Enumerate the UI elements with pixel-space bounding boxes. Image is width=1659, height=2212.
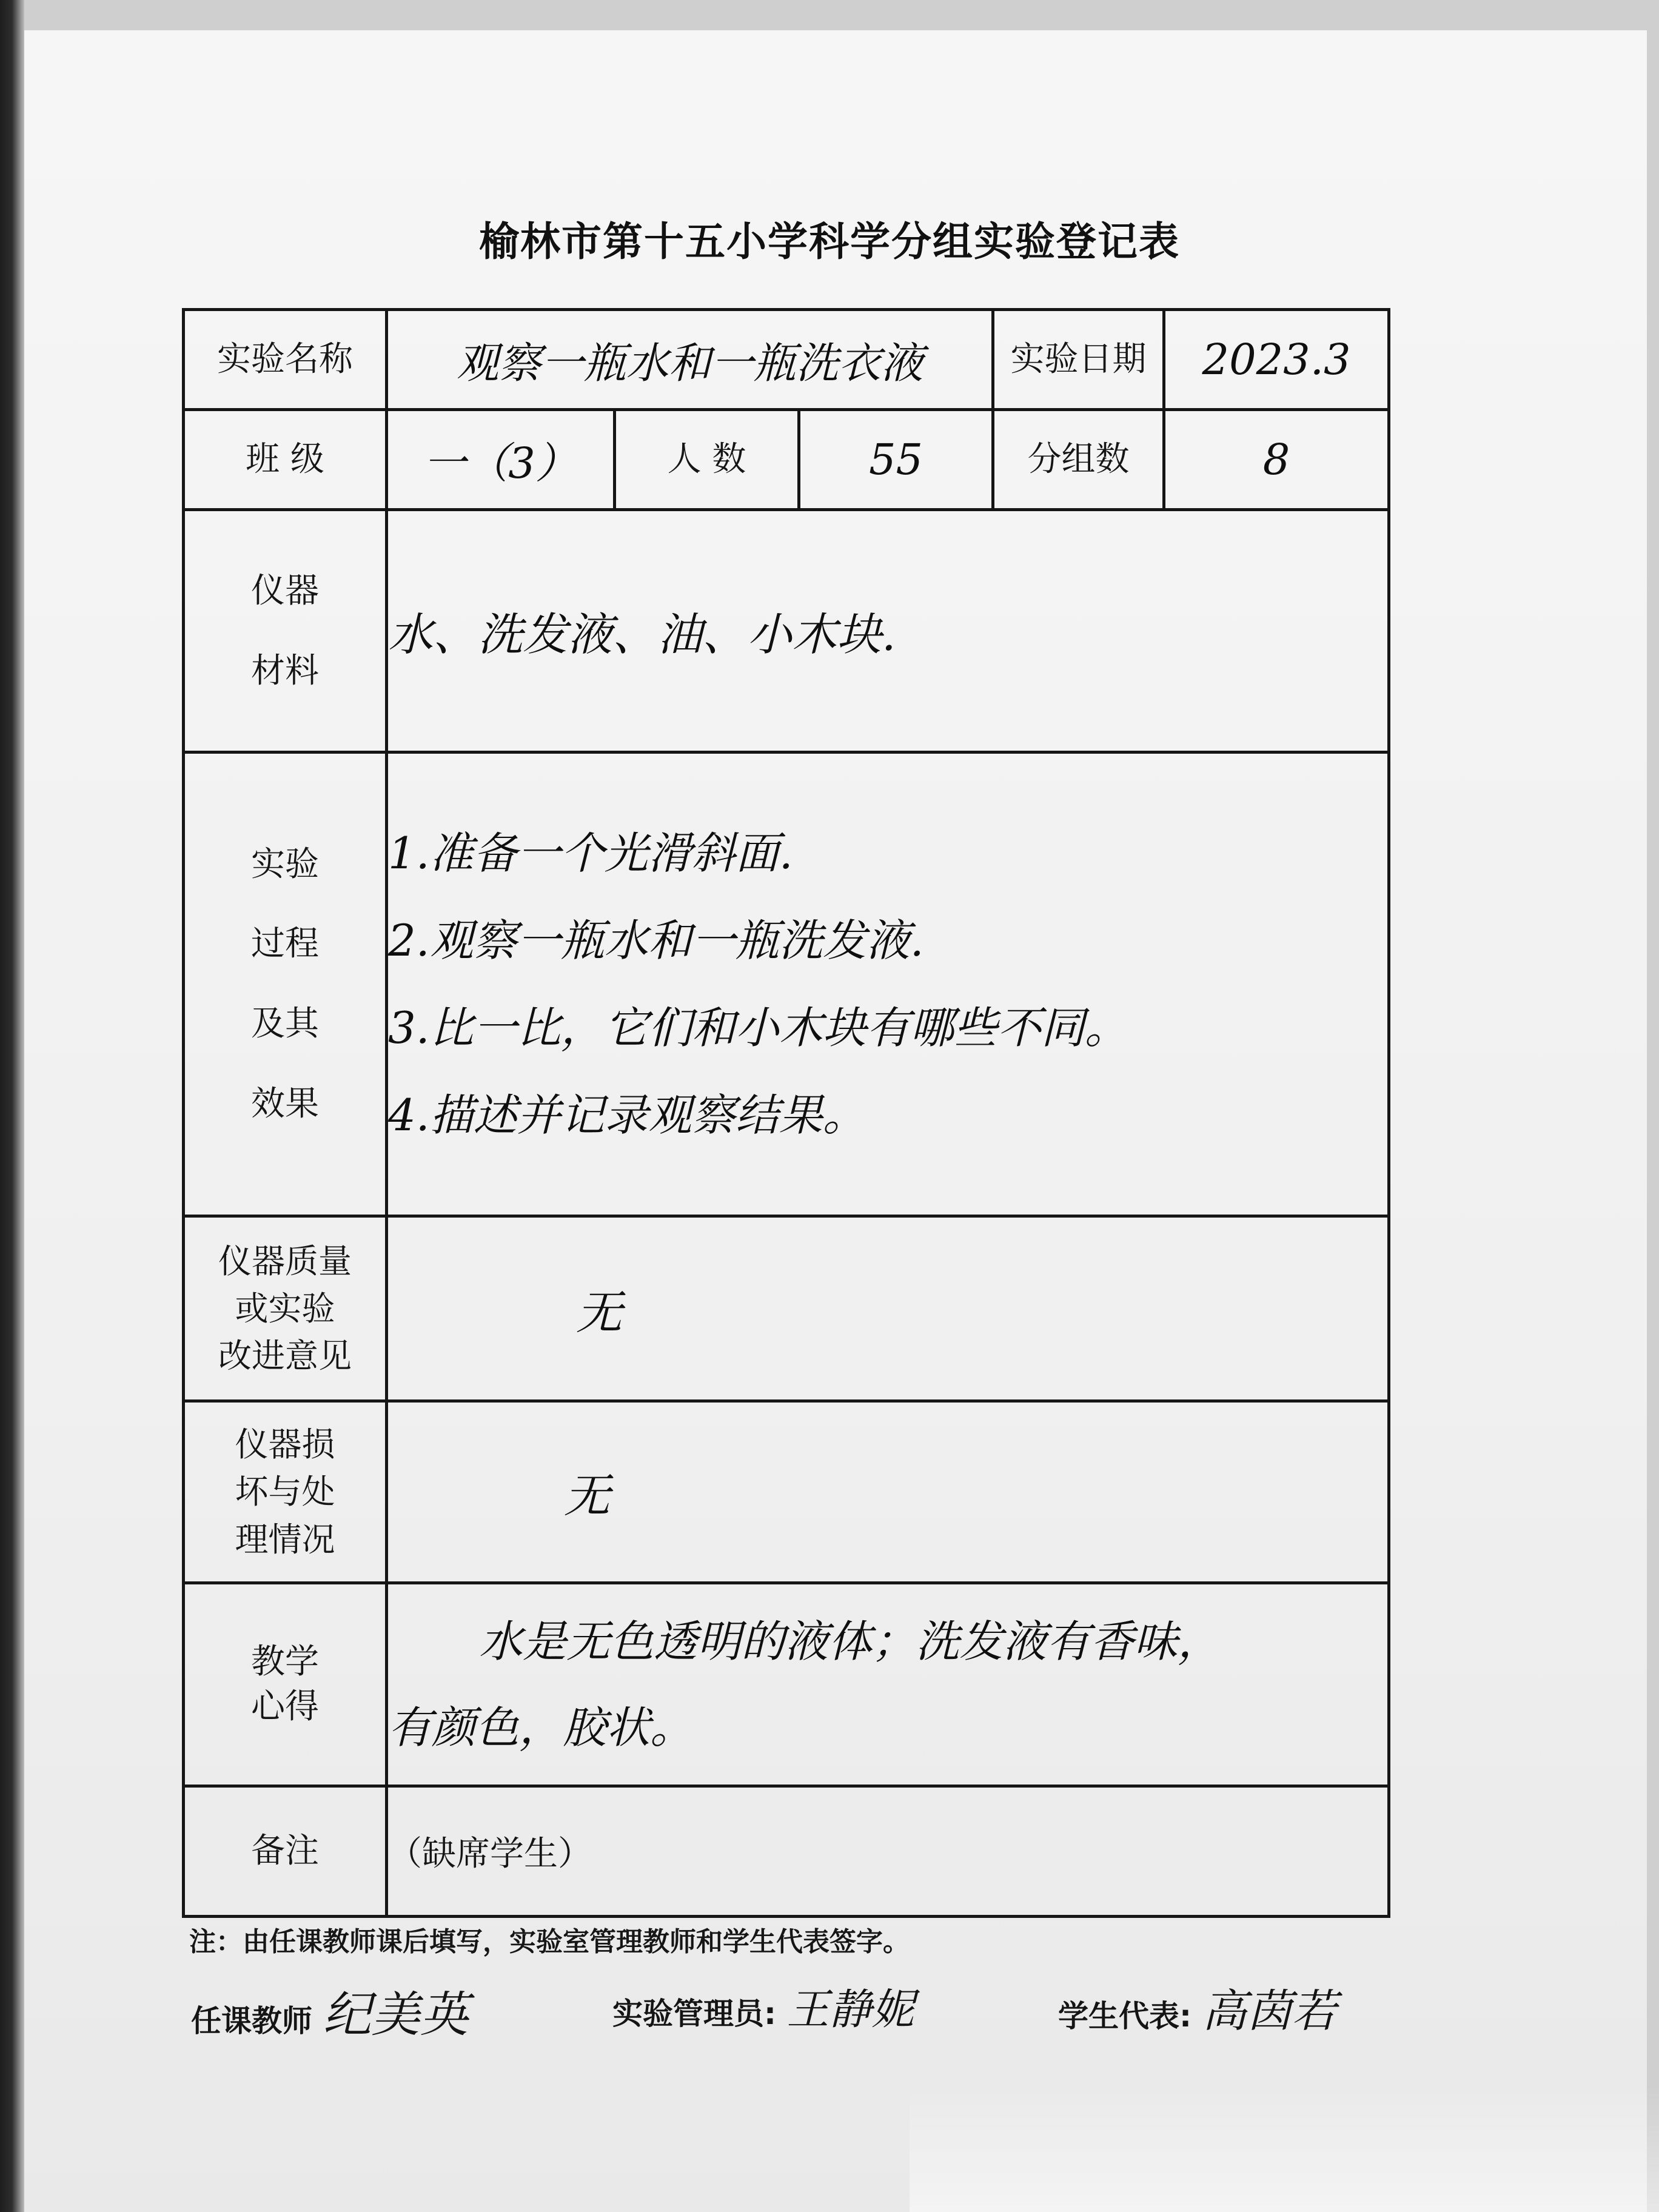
step-item: 2.观察一瓶水和一瓶洗发液. [388,915,924,966]
value-people-count: 55 [799,410,993,510]
label-line: 过程 [251,924,319,964]
experiment-record-table [182,308,1390,1918]
label-line: 实验 [251,844,319,884]
label-materials [184,510,387,752]
row-process [184,752,1389,1216]
label-people-count: 人 数 [615,410,799,510]
label-line: 心得 [251,1687,319,1726]
label-class: 班 级 [184,410,387,510]
value-class: 一（3） [387,410,615,510]
label-experiment-name: 实验名称 [184,310,387,410]
teacher-label: 任课教师 [191,2003,312,2039]
step-item: 4.描述并记录观察结果。 [388,1090,866,1141]
row-materials [184,510,1389,752]
student-signature: 高茵若 [1202,1985,1337,2037]
value-experiment-date: 2023.3 [1164,310,1389,410]
paper-shadow-edge [0,0,24,2212]
label-line: 或实验 [235,1289,335,1328]
paper-glare [910,2086,1659,2212]
label-process [184,752,387,1216]
row-class-info [184,410,1389,510]
value-damage: 无 [387,1401,1389,1583]
label-line: 效果 [251,1084,319,1124]
teacher-signature-block [191,1976,468,2045]
value-group-count: 8 [1164,410,1389,510]
document-title: 榆林市第十五小学科学分组实验登记表 [479,218,1180,265]
step-item: 3.比一比，它们和小木块有哪些不同。 [388,1002,1128,1053]
label-line: 仪器损 [235,1425,335,1464]
footer-note: 注：由任课教师课后填写，实验室管理教师和学生代表签字。 [189,1926,910,1957]
label-line: 理情况 [235,1520,335,1559]
label-experiment-date: 实验日期 [993,310,1164,410]
value-experiment-name: 观察一瓶水和一瓶洗衣液 [387,310,993,410]
value-remark: （缺席学生） [387,1786,1389,1917]
row-reflection [184,1583,1389,1786]
step-item: 1.准备一个光滑斜面. [388,828,793,879]
label-reflection [184,1583,387,1786]
label-line: 及其 [251,1004,319,1044]
row-quality [184,1216,1389,1401]
label-line: 仪器 [251,571,319,611]
label-line: 教学 [251,1642,319,1682]
value-reflection [387,1583,1389,1786]
student-signature-block [1058,1976,1336,2040]
label-remark: 备注 [184,1786,387,1917]
value-process-steps [387,752,1389,1216]
label-line: 改进意见 [218,1336,352,1376]
label-line: 材料 [251,651,319,691]
teacher-signature: 纪美英 [323,1986,469,2043]
label-quality [184,1216,387,1401]
row-remark [184,1786,1389,1917]
label-line: 仪器质量 [218,1241,352,1281]
row-experiment-name [184,310,1389,410]
student-label: 学生代表: [1058,1999,1191,2034]
value-materials: 水、洗发液、油、小木块. [387,510,1389,752]
reflection-line: 水是无色透明的液体；洗发液有香味， [479,1616,1222,1667]
admin-signature-block [612,1976,914,2037]
label-damage [184,1401,387,1583]
row-damage [184,1401,1389,1583]
label-group-count: 分组数 [993,410,1164,510]
value-quality: 无 [387,1216,1389,1401]
admin-signature: 王静妮 [786,1985,914,2034]
admin-label: 实验管理员: [612,1996,776,2031]
reflection-line: 有颜色，胶状。 [388,1702,694,1753]
label-line: 坏与处 [235,1472,335,1512]
